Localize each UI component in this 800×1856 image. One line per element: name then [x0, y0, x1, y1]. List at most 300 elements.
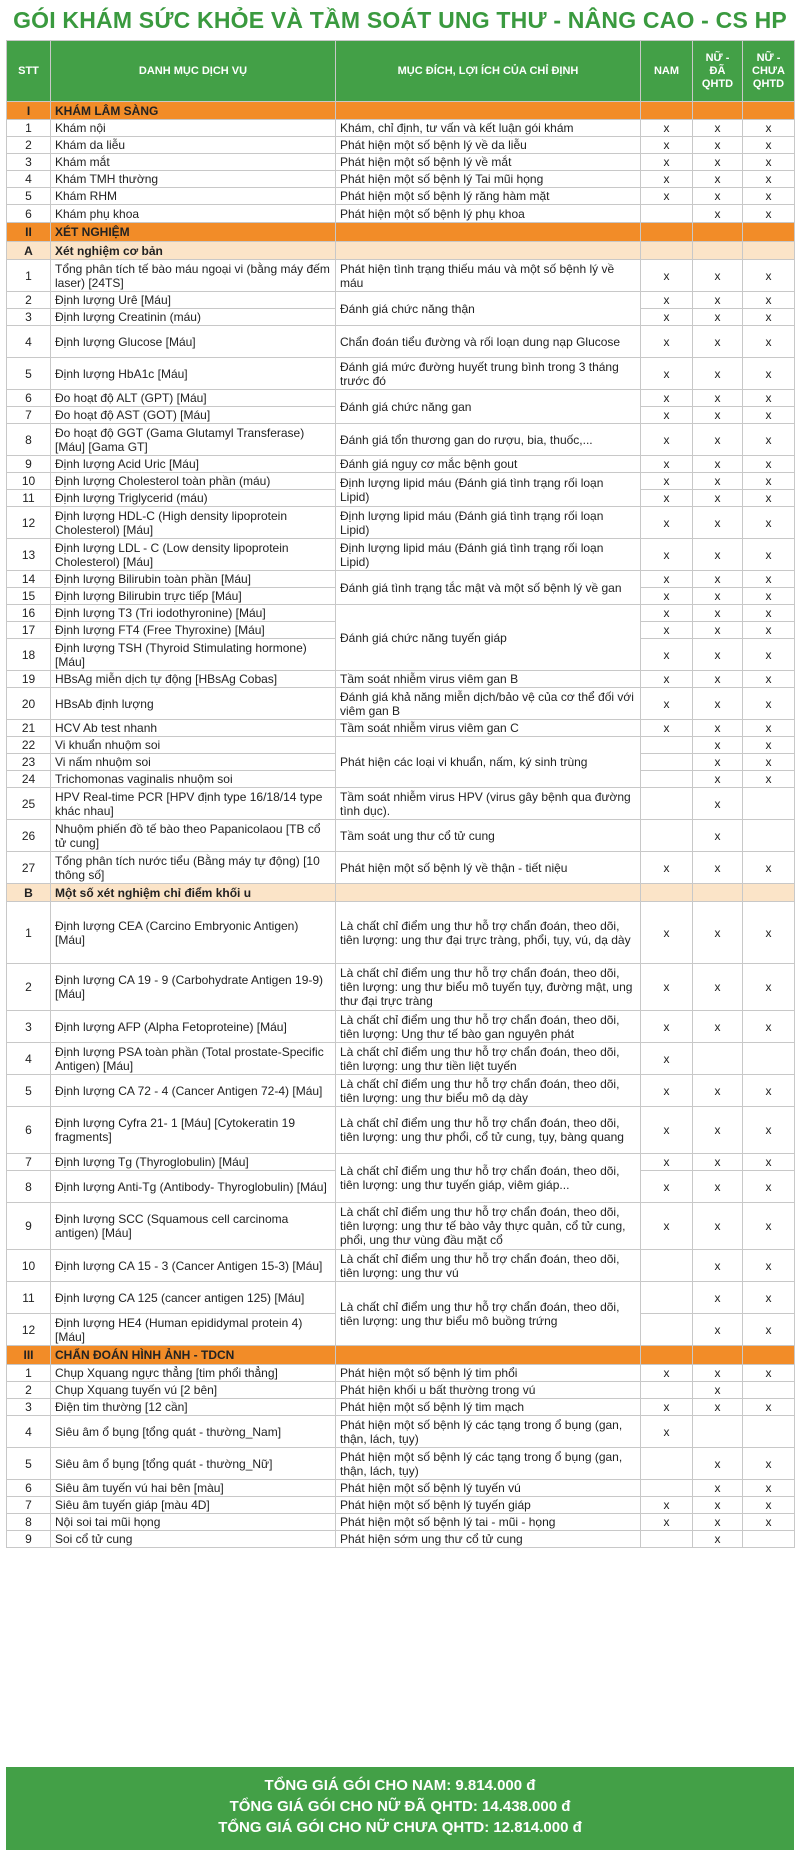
mark-nam: x — [641, 1107, 693, 1154]
section-row — [7, 223, 795, 242]
service-name: Nội soi tai mũi họng — [51, 1514, 336, 1531]
service-name: Siêu âm tuyến giáp [màu 4D] — [51, 1497, 336, 1514]
mark-nu-da-qhtd: x — [693, 1011, 743, 1043]
mark-nam — [641, 820, 693, 852]
mark-nam: x — [641, 1416, 693, 1448]
mark-nu-da-qhtd — [693, 1043, 743, 1075]
mark-nu-chua-qhtd: x — [743, 1514, 795, 1531]
section-blank — [641, 223, 693, 242]
service-name: HBsAg miễn dịch tự động [HBsAg Cobas] — [51, 671, 336, 688]
service-name: Định lượng CA 125 (cancer antigen 125) [Máu] — [51, 1282, 336, 1314]
service-name: HCV Ab test nhanh — [51, 720, 336, 737]
row-number: 3 — [7, 1011, 51, 1043]
table-row — [7, 1365, 795, 1382]
service-purpose: Đánh giá tổn thương gan do rượu, bia, thuốc,... — [336, 424, 641, 456]
table-row — [7, 137, 795, 154]
service-purpose: Khám, chỉ định, tư vấn và kết luận gói khám — [336, 120, 641, 137]
mark-nam: x — [641, 309, 693, 326]
section-blank — [743, 102, 795, 120]
mark-nu-da-qhtd: x — [693, 571, 743, 588]
mark-nam — [641, 1382, 693, 1399]
mark-nam: x — [641, 852, 693, 884]
service-purpose: Phát hiện một số bệnh lý các tạng trong ổ bụng (gan, thận, lách, tụy) — [336, 1416, 641, 1448]
service-name: Định lượng HE4 (Human epididymal protein 4) [Máu] — [51, 1314, 336, 1346]
row-number: 9 — [7, 456, 51, 473]
table-row — [7, 326, 795, 358]
service-purpose: Là chất chỉ điểm ung thư hỗ trợ chẩn đoán, theo dõi, tiên lượng: ung thư đại trực tràng, phổi, tụy, vú, dạ dày — [336, 902, 641, 964]
row-number: 3 — [7, 309, 51, 326]
mark-nu-chua-qhtd: x — [743, 688, 795, 720]
mark-nu-chua-qhtd: x — [743, 720, 795, 737]
mark-nu-da-qhtd: x — [693, 1497, 743, 1514]
row-number: 4 — [7, 1043, 51, 1075]
service-purpose: Phát hiện một số bệnh lý phụ khoa — [336, 205, 641, 223]
service-purpose: Đánh giá nguy cơ mắc bệnh gout — [336, 456, 641, 473]
mark-nu-da-qhtd: x — [693, 788, 743, 820]
table-row — [7, 1399, 795, 1416]
row-number: 7 — [7, 1497, 51, 1514]
table-row — [7, 390, 795, 407]
row-number: 19 — [7, 671, 51, 688]
mark-nu-chua-qhtd: x — [743, 188, 795, 205]
row-number: 4 — [7, 326, 51, 358]
mark-nu-chua-qhtd: x — [743, 852, 795, 884]
row-number: 7 — [7, 1154, 51, 1171]
table-row — [7, 456, 795, 473]
service-purpose: Là chất chỉ điểm ung thư hỗ trợ chẩn đoán, theo dõi, tiên lượng: ung thư vú — [336, 1250, 641, 1282]
service-name: Tổng phân tích nước tiểu (Bằng máy tự động) [10 thông số] — [51, 852, 336, 884]
price-summary — [6, 1767, 794, 1850]
row-number: 5 — [7, 1448, 51, 1480]
row-number: 17 — [7, 622, 51, 639]
service-name: HPV Real-time PCR [HPV định type 16/18/14 type khác nhau] — [51, 788, 336, 820]
mark-nam: x — [641, 588, 693, 605]
mark-nam — [641, 1314, 693, 1346]
mark-nu-chua-qhtd: x — [743, 407, 795, 424]
row-number: 25 — [7, 788, 51, 820]
mark-nu-chua-qhtd: x — [743, 424, 795, 456]
mark-nam — [641, 1250, 693, 1282]
service-name: Khám TMH thường — [51, 171, 336, 188]
service-purpose: Phát hiện khối u bất thường trong vú — [336, 1382, 641, 1399]
service-name: Khám nội — [51, 120, 336, 137]
row-number: 4 — [7, 1416, 51, 1448]
section-number: A — [7, 242, 51, 260]
table-row — [7, 820, 795, 852]
service-purpose: Tầm soát nhiễm virus viêm gan B — [336, 671, 641, 688]
mark-nu-da-qhtd: x — [693, 720, 743, 737]
row-number: 8 — [7, 1171, 51, 1203]
service-name: Định lượng CEA (Carcino Embryonic Antigen) [Máu] — [51, 902, 336, 964]
mark-nu-chua-qhtd: x — [743, 1365, 795, 1382]
section-title: KHÁM LÂM SÀNG — [51, 102, 336, 120]
mark-nu-da-qhtd: x — [693, 771, 743, 788]
service-name: Định lượng Tg (Thyroglobulin) [Máu] — [51, 1154, 336, 1171]
section-title: XÉT NGHIỆM — [51, 223, 336, 242]
row-number: 5 — [7, 188, 51, 205]
service-name: Định lượng T3 (Tri iodothyronine) [Máu] — [51, 605, 336, 622]
service-name: Siêu âm ổ bụng [tổng quát - thường_Nữ] — [51, 1448, 336, 1480]
section-blank — [743, 223, 795, 242]
table-row — [7, 605, 795, 622]
mark-nu-chua-qhtd: x — [743, 137, 795, 154]
mark-nu-chua-qhtd: x — [743, 456, 795, 473]
table-row — [7, 788, 795, 820]
service-purpose: Đánh giá tình trạng tắc mật và một số bệnh lý về gan — [336, 571, 641, 605]
row-number: 6 — [7, 1480, 51, 1497]
service-name: Vi nấm nhuộm soi — [51, 754, 336, 771]
table-row — [7, 737, 795, 754]
mark-nu-chua-qhtd — [743, 1382, 795, 1399]
row-number: 2 — [7, 1382, 51, 1399]
row-number: 1 — [7, 120, 51, 137]
service-name: Khám da liễu — [51, 137, 336, 154]
mark-nu-chua-qhtd: x — [743, 754, 795, 771]
service-name: Đo hoạt độ GGT (Gama Glutamyl Transferase) [Máu] [Gama GT] — [51, 424, 336, 456]
mark-nu-da-qhtd: x — [693, 1203, 743, 1250]
section-blank — [641, 884, 693, 902]
row-number: 12 — [7, 1314, 51, 1346]
mark-nu-chua-qhtd: x — [743, 639, 795, 671]
service-name: Định lượng TSH (Thyroid Stimulating hormone) [Máu] — [51, 639, 336, 671]
service-name: Siêu âm tuyến vú hai bên [màu] — [51, 1480, 336, 1497]
mark-nu-chua-qhtd — [743, 1416, 795, 1448]
mark-nam: x — [641, 171, 693, 188]
row-number: 8 — [7, 424, 51, 456]
table-row — [7, 571, 795, 588]
table-row — [7, 1107, 795, 1154]
page-title: GÓI KHÁM SỨC KHỎE VÀ TẦM SOÁT UNG THƯ - NÂNG CAO - CS HP — [13, 7, 787, 33]
service-name: Định lượng HDL-C (High density lipoprotein Cholesterol) [Máu] — [51, 507, 336, 539]
mark-nu-da-qhtd: x — [693, 137, 743, 154]
row-number: 2 — [7, 964, 51, 1011]
mark-nam: x — [641, 456, 693, 473]
service-purpose: Đánh giá khả năng miễn dịch/bảo vệ của cơ thể đối với viêm gan B — [336, 688, 641, 720]
mark-nu-chua-qhtd: x — [743, 326, 795, 358]
service-name: Siêu âm ổ bụng [tổng quát - thường_Nam] — [51, 1416, 336, 1448]
service-name: Định lượng CA 15 - 3 (Cancer Antigen 15-3) [Máu] — [51, 1250, 336, 1282]
table-row — [7, 1514, 795, 1531]
mark-nam — [641, 737, 693, 754]
section-blank — [743, 884, 795, 902]
table-row — [7, 171, 795, 188]
mark-nu-chua-qhtd: x — [743, 120, 795, 137]
mark-nam: x — [641, 358, 693, 390]
row-number: 3 — [7, 1399, 51, 1416]
mark-nu-da-qhtd: x — [693, 1399, 743, 1416]
service-name: Định lượng FT4 (Free Thyroxine) [Máu] — [51, 622, 336, 639]
mark-nu-da-qhtd: x — [693, 737, 743, 754]
mark-nam: x — [641, 260, 693, 292]
mark-nu-da-qhtd: x — [693, 688, 743, 720]
service-purpose: Phát hiện tình trạng thiếu máu và một số bệnh lý về máu — [336, 260, 641, 292]
mark-nu-da-qhtd: x — [693, 820, 743, 852]
mark-nu-da-qhtd: x — [693, 490, 743, 507]
mark-nu-da-qhtd: x — [693, 171, 743, 188]
section-blank — [743, 1346, 795, 1365]
mark-nam: x — [641, 605, 693, 622]
service-name: Chụp Xquang ngực thẳng [tim phổi thẳng] — [51, 1365, 336, 1382]
service-name: Nhuộm phiến đồ tế bào theo Papanicolaou [TB cổ tử cung] — [51, 820, 336, 852]
table-row — [7, 1075, 795, 1107]
service-purpose: Là chất chỉ điểm ung thư hỗ trợ chẩn đoán, theo dõi, tiên lượng: ung thư biểu mô tuyến tụy, đường mật, ung thư đại trực tràng — [336, 964, 641, 1011]
service-name: Định lượng Bilirubin toàn phần [Máu] — [51, 571, 336, 588]
mark-nam: x — [641, 1011, 693, 1043]
table-row — [7, 1203, 795, 1250]
row-number: 26 — [7, 820, 51, 852]
mark-nu-da-qhtd: x — [693, 622, 743, 639]
mark-nu-chua-qhtd: x — [743, 1250, 795, 1282]
mark-nu-da-qhtd: x — [693, 639, 743, 671]
table-row — [7, 188, 795, 205]
service-purpose: Chẩn đoán tiểu đường và rối loạn dung nạp Glucose — [336, 326, 641, 358]
mark-nu-chua-qhtd: x — [743, 390, 795, 407]
mark-nu-da-qhtd: x — [693, 754, 743, 771]
table-row — [7, 1497, 795, 1514]
service-name: Định lượng Creatinin (máu) — [51, 309, 336, 326]
section-blank — [641, 242, 693, 260]
mark-nu-chua-qhtd: x — [743, 260, 795, 292]
service-purpose: Phát hiện một số bệnh lý tim phổi — [336, 1365, 641, 1382]
row-number: 20 — [7, 688, 51, 720]
header-nam: NAM — [641, 41, 693, 102]
row-number: 11 — [7, 1282, 51, 1314]
total-price-nam: TỔNG GIÁ GÓI CHO NAM: 9.814.000 đ — [264, 1777, 536, 1794]
mark-nu-da-qhtd: x — [693, 456, 743, 473]
mark-nu-chua-qhtd: x — [743, 1011, 795, 1043]
service-purpose: Phát hiện một số bệnh lý răng hàm mặt — [336, 188, 641, 205]
row-number: 15 — [7, 588, 51, 605]
section-title: Một số xét nghiệm chỉ điểm khối u — [51, 884, 336, 902]
mark-nu-chua-qhtd: x — [743, 1171, 795, 1203]
table-row — [7, 1531, 795, 1548]
table-row — [7, 1282, 795, 1314]
table-row — [7, 902, 795, 964]
mark-nu-da-qhtd: x — [693, 588, 743, 605]
mark-nu-da-qhtd: x — [693, 539, 743, 571]
service-purpose: Phát hiện một số bệnh lý về mắt — [336, 154, 641, 171]
service-purpose: Là chất chỉ điểm ung thư hỗ trợ chẩn đoán, theo dõi, tiên lượng: ung thư tế bào vảy thực quản, cổ tử cung, phổi, ung thư vùng đầu mặt cổ — [336, 1203, 641, 1250]
mark-nu-da-qhtd: x — [693, 1448, 743, 1480]
service-name: Định lượng Glucose [Máu] — [51, 326, 336, 358]
mark-nu-da-qhtd: x — [693, 902, 743, 964]
mark-nu-chua-qhtd: x — [743, 358, 795, 390]
service-purpose: Là chất chỉ điểm ung thư hỗ trợ chẩn đoán, theo dõi, tiên lượng: ung thư tuyến giáp, viêm giáp... — [336, 1154, 641, 1203]
row-number: 2 — [7, 137, 51, 154]
service-purpose: Tầm soát nhiễm virus viêm gan C — [336, 720, 641, 737]
mark-nu-da-qhtd: x — [693, 1314, 743, 1346]
mark-nu-chua-qhtd: x — [743, 605, 795, 622]
service-name: Tổng phân tích tế bào máu ngoại vi (bằng máy đếm laser) [24TS] — [51, 260, 336, 292]
service-purpose: Đánh giá chức năng tuyến giáp — [336, 605, 641, 671]
header-service: DANH MỤC DỊCH VỤ — [51, 41, 336, 102]
section-blank — [336, 223, 641, 242]
table-row — [7, 473, 795, 490]
service-purpose: Là chất chỉ điểm ung thư hỗ trợ chẩn đoán, theo dõi, tiên lượng: Ung thư tế bào gan nguyên phát — [336, 1011, 641, 1043]
table-row — [7, 671, 795, 688]
service-purpose: Tầm soát nhiễm virus HPV (virus gây bệnh qua đường tình dục). — [336, 788, 641, 820]
service-purpose: Phát hiện một số bệnh lý Tai mũi họng — [336, 171, 641, 188]
mark-nam: x — [641, 1365, 693, 1382]
mark-nu-chua-qhtd: x — [743, 154, 795, 171]
mark-nu-da-qhtd: x — [693, 1250, 743, 1282]
row-number: 21 — [7, 720, 51, 737]
mark-nu-chua-qhtd: x — [743, 292, 795, 309]
service-purpose: Phát hiện một số bệnh lý về da liễu — [336, 137, 641, 154]
row-number: 3 — [7, 154, 51, 171]
section-number: III — [7, 1346, 51, 1365]
mark-nam: x — [641, 473, 693, 490]
table-row — [7, 964, 795, 1011]
service-name: Định lượng SCC (Squamous cell carcinoma antigen) [Máu] — [51, 1203, 336, 1250]
service-name: Chụp Xquang tuyến vú [2 bên] — [51, 1382, 336, 1399]
mark-nam: x — [641, 688, 693, 720]
row-number: 2 — [7, 292, 51, 309]
table-row — [7, 1250, 795, 1282]
service-purpose: Tầm soát ung thư cổ tử cung — [336, 820, 641, 852]
mark-nu-da-qhtd: x — [693, 1365, 743, 1382]
mark-nu-da-qhtd: x — [693, 1531, 743, 1548]
mark-nam: x — [641, 571, 693, 588]
mark-nu-da-qhtd: x — [693, 1075, 743, 1107]
service-name: Đo hoạt độ ALT (GPT) [Máu] — [51, 390, 336, 407]
header-stt: STT — [7, 41, 51, 102]
table-row — [7, 1043, 795, 1075]
table-row — [7, 424, 795, 456]
table-row — [7, 205, 795, 223]
row-number: 10 — [7, 1250, 51, 1282]
section-blank — [693, 102, 743, 120]
table-row — [7, 1448, 795, 1480]
mark-nu-chua-qhtd: x — [743, 507, 795, 539]
subsection-row — [7, 884, 795, 902]
mark-nam: x — [641, 292, 693, 309]
mark-nu-chua-qhtd: x — [743, 1448, 795, 1480]
table-row — [7, 539, 795, 571]
section-blank — [693, 1346, 743, 1365]
service-purpose: Phát hiện một số bệnh lý tuyến giáp — [336, 1497, 641, 1514]
section-blank — [336, 1346, 641, 1365]
mark-nam: x — [641, 1497, 693, 1514]
mark-nu-da-qhtd: x — [693, 120, 743, 137]
mark-nu-chua-qhtd: x — [743, 309, 795, 326]
table-row — [7, 1416, 795, 1448]
service-name: Khám RHM — [51, 188, 336, 205]
table-body — [7, 102, 795, 1548]
mark-nu-chua-qhtd: x — [743, 622, 795, 639]
mark-nam: x — [641, 390, 693, 407]
mark-nu-da-qhtd: x — [693, 205, 743, 223]
service-purpose: Phát hiện một số bệnh lý tim mạch — [336, 1399, 641, 1416]
table-row — [7, 292, 795, 309]
service-name: Định lượng Bilirubin trực tiếp [Máu] — [51, 588, 336, 605]
mark-nu-da-qhtd: x — [693, 671, 743, 688]
mark-nu-da-qhtd: x — [693, 507, 743, 539]
mark-nam — [641, 754, 693, 771]
mark-nam: x — [641, 188, 693, 205]
mark-nu-chua-qhtd: x — [743, 171, 795, 188]
table-row — [7, 154, 795, 171]
mark-nu-chua-qhtd: x — [743, 737, 795, 754]
header-nu-chua-qhtd: NỮ - CHƯA QHTD — [743, 41, 795, 102]
section-title: Xét nghiệm cơ bản — [51, 242, 336, 260]
mark-nam: x — [641, 137, 693, 154]
row-number: 14 — [7, 571, 51, 588]
mark-nu-chua-qhtd: x — [743, 588, 795, 605]
subsection-row — [7, 242, 795, 260]
mark-nu-chua-qhtd: x — [743, 1480, 795, 1497]
mark-nu-chua-qhtd — [743, 820, 795, 852]
section-number: II — [7, 223, 51, 242]
table-row — [7, 1480, 795, 1497]
header-purpose: MỤC ĐÍCH, LỢI ÍCH CỦA CHỈ ĐỊNH — [336, 41, 641, 102]
mark-nam: x — [641, 964, 693, 1011]
service-name: Vi khuẩn nhuộm soi — [51, 737, 336, 754]
service-name: Khám mắt — [51, 154, 336, 171]
mark-nu-da-qhtd: x — [693, 358, 743, 390]
section-blank — [641, 1346, 693, 1365]
mark-nam: x — [641, 1399, 693, 1416]
service-name: Định lượng HbA1c [Máu] — [51, 358, 336, 390]
service-name: HBsAb định lượng — [51, 688, 336, 720]
mark-nu-da-qhtd: x — [693, 188, 743, 205]
service-purpose: Phát hiện một số bệnh lý về thận - tiết niệu — [336, 852, 641, 884]
mark-nu-da-qhtd: x — [693, 1154, 743, 1171]
table-row — [7, 852, 795, 884]
service-purpose: Phát hiện một số bệnh lý tai - mũi - họng — [336, 1514, 641, 1531]
mark-nu-chua-qhtd: x — [743, 1399, 795, 1416]
mark-nu-chua-qhtd — [743, 1043, 795, 1075]
mark-nam: x — [641, 507, 693, 539]
mark-nu-chua-qhtd: x — [743, 1075, 795, 1107]
mark-nam: x — [641, 1043, 693, 1075]
row-number: 1 — [7, 902, 51, 964]
row-number: 6 — [7, 1107, 51, 1154]
mark-nu-chua-qhtd: x — [743, 771, 795, 788]
mark-nam — [641, 788, 693, 820]
mark-nu-da-qhtd: x — [693, 1107, 743, 1154]
mark-nam: x — [641, 326, 693, 358]
mark-nam: x — [641, 407, 693, 424]
row-number: 18 — [7, 639, 51, 671]
mark-nu-chua-qhtd: x — [743, 490, 795, 507]
mark-nu-da-qhtd: x — [693, 309, 743, 326]
service-purpose: Định lượng lipid máu (Đánh giá tình trạng rối loạn Lipid) — [336, 539, 641, 571]
service-name: Định lượng PSA toàn phần (Total prostate-Specific Antigen) [Máu] — [51, 1043, 336, 1075]
row-number: 10 — [7, 473, 51, 490]
mark-nu-da-qhtd: x — [693, 605, 743, 622]
total-price-nu-chua-qhtd: TỔNG GIÁ GÓI CHO NỮ CHƯA QHTD: 12.814.000 đ — [218, 1819, 582, 1836]
section-blank — [641, 102, 693, 120]
row-number: 4 — [7, 171, 51, 188]
row-number: 9 — [7, 1531, 51, 1548]
row-number: 24 — [7, 771, 51, 788]
row-number: 12 — [7, 507, 51, 539]
service-purpose: Phát hiện các loại vi khuẩn, nấm, ký sinh trùng — [336, 737, 641, 788]
service-name: Định lượng Triglycerid (máu) — [51, 490, 336, 507]
mark-nu-chua-qhtd: x — [743, 473, 795, 490]
row-number: 5 — [7, 358, 51, 390]
row-number: 22 — [7, 737, 51, 754]
mark-nu-da-qhtd: x — [693, 154, 743, 171]
table-row — [7, 720, 795, 737]
mark-nu-chua-qhtd — [743, 1531, 795, 1548]
row-number: 5 — [7, 1075, 51, 1107]
mark-nam: x — [641, 154, 693, 171]
section-blank — [743, 242, 795, 260]
mark-nam: x — [641, 1075, 693, 1107]
section-number: B — [7, 884, 51, 902]
